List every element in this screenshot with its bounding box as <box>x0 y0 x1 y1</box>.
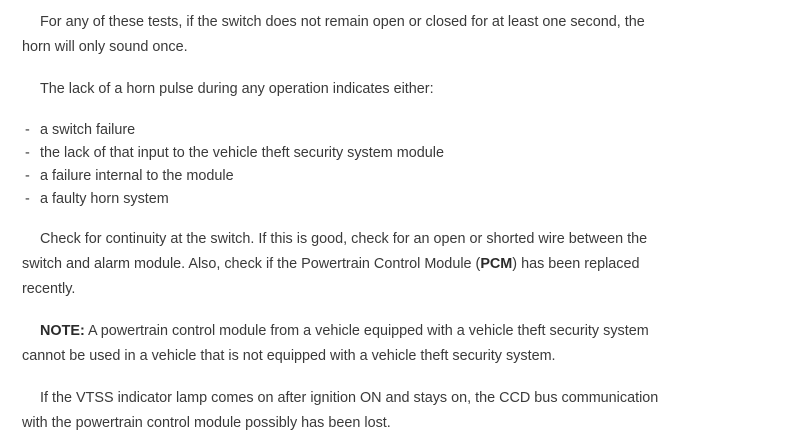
continuity-text-before: Check for continuity at the switch. If this is good, check for an open or shorted wire between the switch and alarm module. Also, check if the Powertrain Control Module ( <box>22 231 648 272</box>
pcm-abbreviation: PCM <box>480 256 513 272</box>
list-item <box>22 188 662 211</box>
list-item <box>22 165 662 188</box>
paragraph-note <box>22 319 662 369</box>
continuity-text-after: ) has been replaced recently. <box>22 256 640 297</box>
failure-causes-list <box>22 119 662 211</box>
list-item-label: a switch failure <box>40 122 136 138</box>
paragraph-tests-switch: For any of these tests, if the switch does not remain open or closed for at least one second, the horn will only sound once. <box>22 14 645 55</box>
dash-bullet: - <box>25 145 30 161</box>
dash-bullet: - <box>25 122 30 138</box>
dash-bullet: - <box>25 191 30 207</box>
note-text: A powertrain control module from a vehicle equipped with a vehicle theft security system cannot be used in a vehicle that is not equipped with a vehicle theft security system. <box>22 323 649 364</box>
list-item <box>22 142 662 165</box>
list-item-label: a faulty horn system <box>40 191 169 207</box>
paragraph-lack-of-pulse: The lack of a horn pulse during any operation indicates either: <box>40 81 434 97</box>
document-body <box>22 10 662 436</box>
paragraph-vtss-lamp: If the VTSS indicator lamp comes on after ignition ON and stays on, the CCD bus communication with the powertrain control module possibly has been lost. <box>22 390 659 431</box>
note-label: NOTE: <box>40 323 85 339</box>
dash-bullet: - <box>25 168 30 184</box>
list-item-label: a failure internal to the module <box>40 168 234 184</box>
list-item-label: the lack of that input to the vehicle theft security system module <box>40 145 444 161</box>
paragraph-continuity-check <box>22 227 662 302</box>
list-item <box>22 119 662 142</box>
